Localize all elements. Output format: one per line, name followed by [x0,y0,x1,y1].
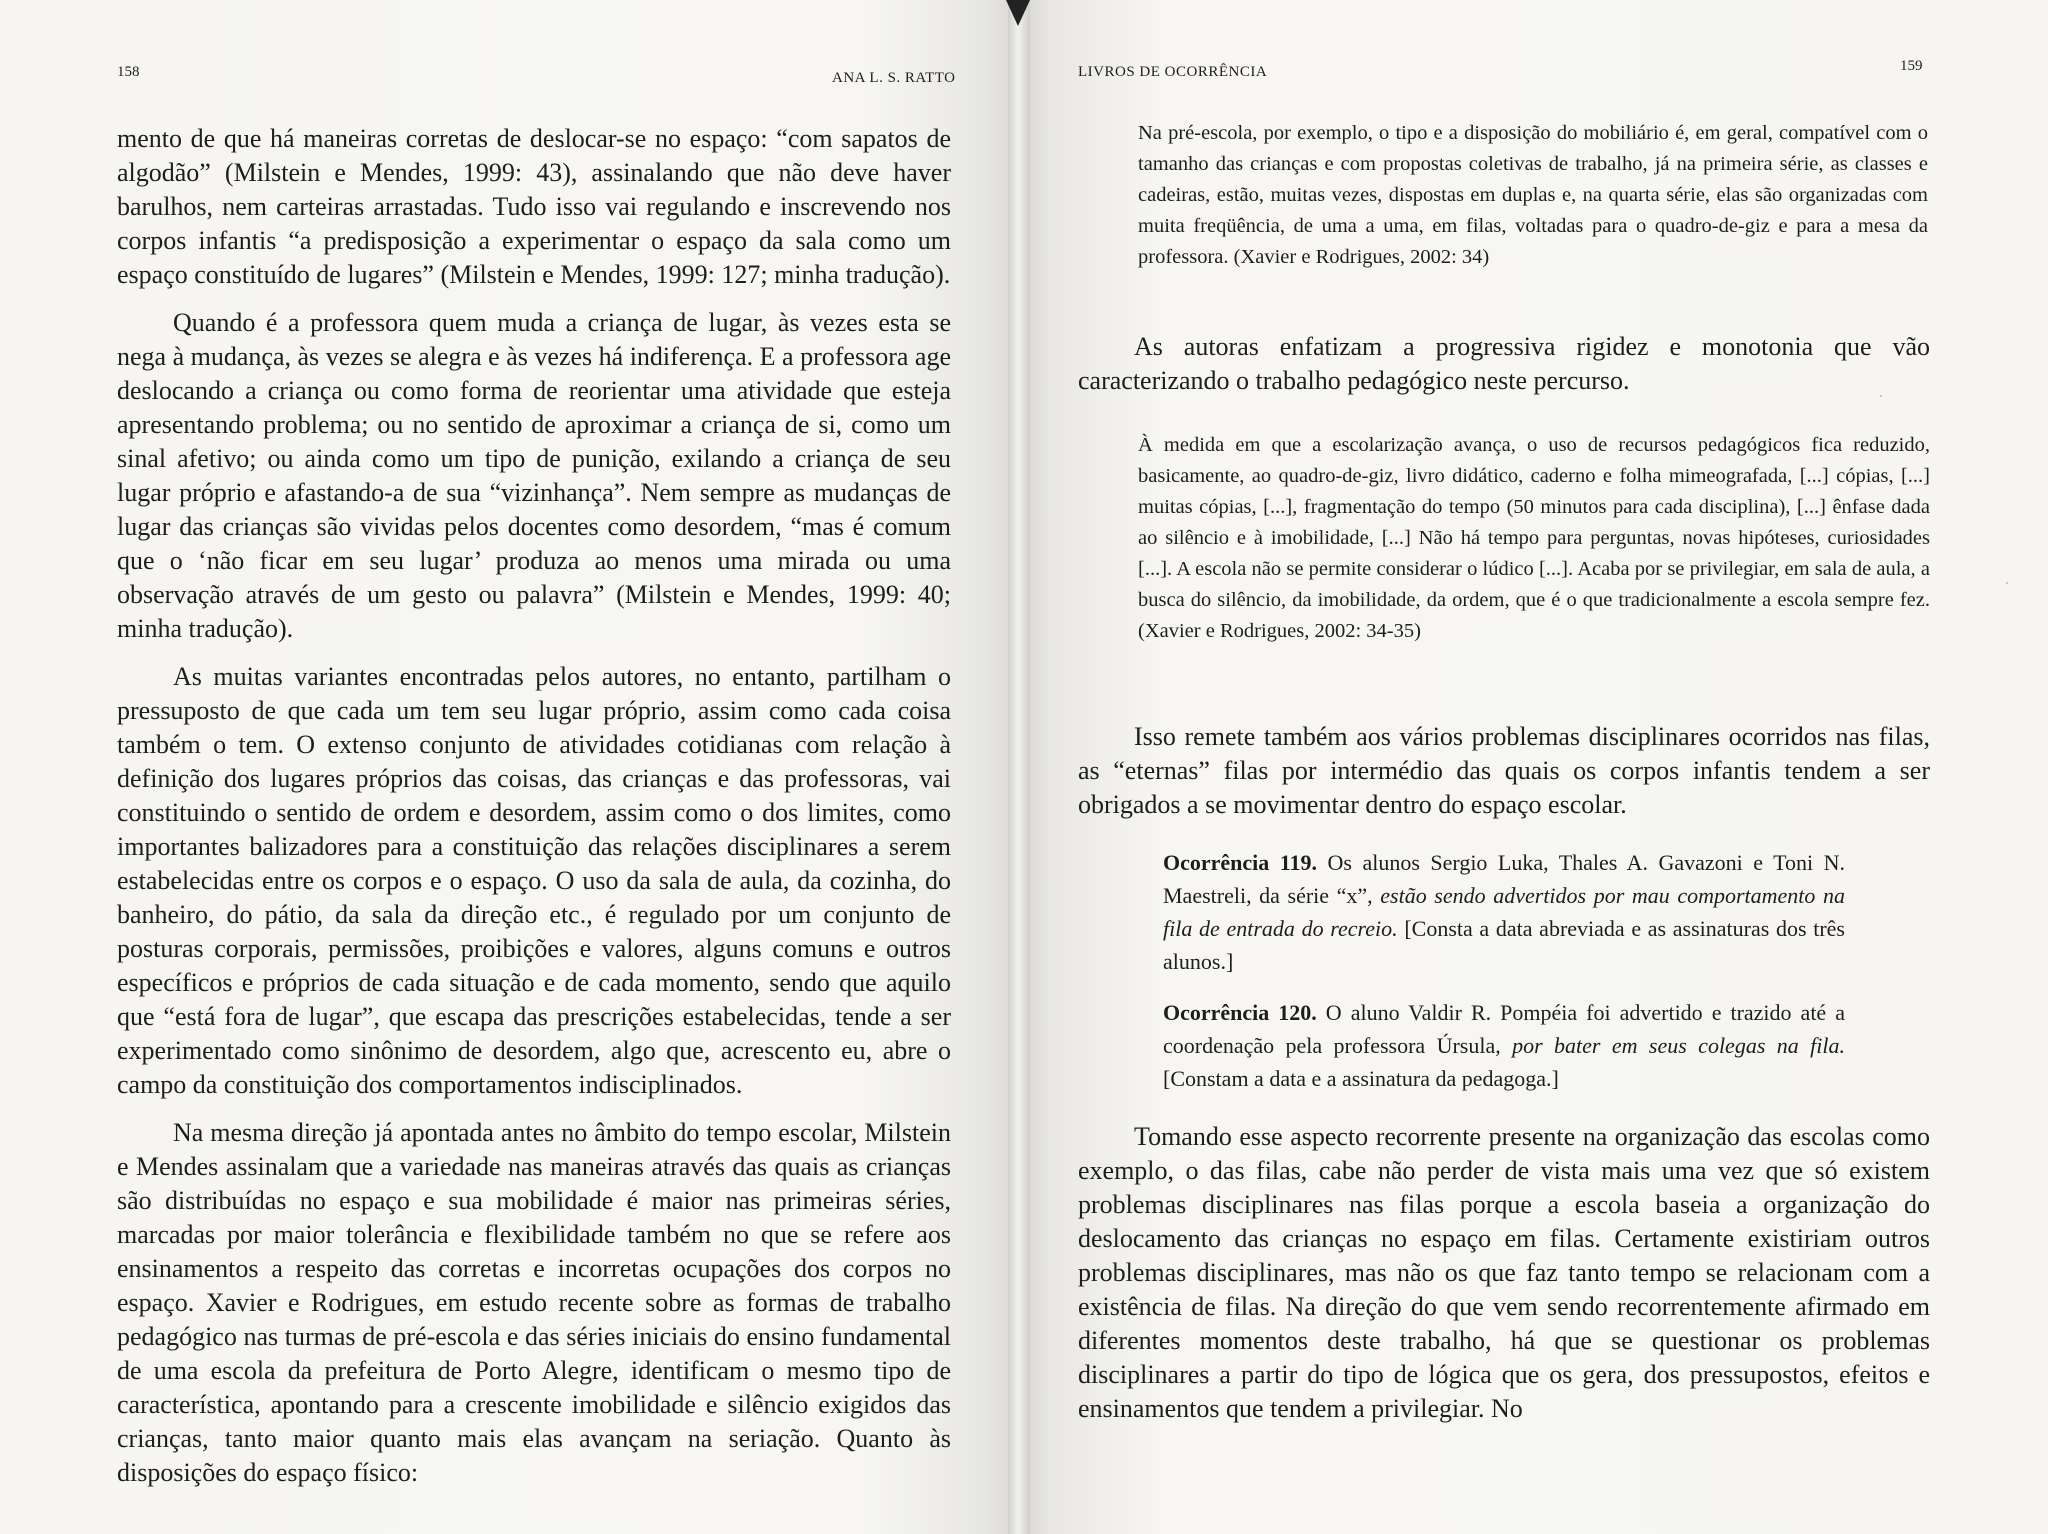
right-page-number: 159 [1900,58,1923,74]
occurrence-119 [1163,846,1845,978]
paragraph: mento de que há maneiras corretas de deslocar-se no espaço: “com sapatos de algodão” (Milstein e Mendes, 1999: 43), assinalando que não deve haver barulhos, nem carteiras arrastadas. Tudo isso vai regulando e inscrevendo nos corpos infantis “a predisposição a experimentar o espaço da sala como um espaço constituído de lugares” (Milstein e Mendes, 1999: 127; minha tradução). [117,124,951,289]
paragraph: Quando é a professora quem muda a criança de lugar, às vezes esta se nega à mudança, às vezes se alegra e às vezes há indiferença. E a professora age deslocando a criança ou como forma de reorientar uma atividade que esteja apresentando problema; ou no sentido de aproximar a criança de si, como um sinal afetivo; ou ainda como um tipo de punição, exilando a criança de seu lugar próprio e afastando-a de sua “vizinhança”. Nem sempre as mudanças de lugar das crianças são vividas pelos docentes como desordem, “mas é comum que o ‘não ficar em seu lugar’ produza ao menos uma mirada ou uma observação através de um gesto ou palavra” (Milstein e Mendes, 1999: 40; minha tradução). [117,308,951,643]
paragraph: As muitas variantes encontradas pelos autores, no entanto, partilham o pressuposto de que cada um tem seu lugar próprio, assim como cada coisa também o tem. O extenso conjunto de atividades cotidianas com relação à definição dos lugares próprios das coisas, das crianças e das professoras, vai constituindo o sentido de ordem e desordem, assim como o dos limites, como importantes balizadores para a constituição das relações disciplinares a serem estabelecidas entre os corpos e o espaço. O uso da sala de aula, da cozinha, do banheiro, do pátio, da sala da direção etc., é regulado por um conjunto de posturas corporais, permissões, proibições e valores, alguns comuns e outros específicos e próprios de cada situação e de cada momento, sendo que aquilo que “está fora de lugar”, que escapa das prescrições estabelecidas, tende a ser experimentado como sinônimo de desordem, algo que, acrescento eu, abre o campo da constituição dos comportamentos indisciplinados. [117,662,951,1099]
quote-text: À medida em que a escolarização avança, o uso de recursos pedagógicos fica reduzido, basicamente, ao quadro-de-giz, livro didático, caderno e folha mimeografada, [...] cópias, [...] muitas cópias, [...], fragmentação do tempo (50 minutos para cada disciplina), [...] ênfase dada ao silêncio e à imobilidade, [...] Não há tempo para perguntas, novas hipóteses, curiosidades [...]. A escola não se permite considerar o lúdico [...]. Acaba por se privilegiar, em sala de aula, a busca do silêncio, da imobilidade, da ordem, que é o que tradicionalmente a escola sempre fez. (Xavier e Rodrigues, 2002: 34-35) [1138,434,1930,642]
occurrence-label: Ocorrência 119. [1163,850,1318,875]
right-paragraph-3 [1078,1120,1930,1440]
occurrence-italic: por bater em seus colegas na fila. [1512,1033,1845,1058]
scan-speck [1880,395,1882,397]
right-paragraph-2 [1078,720,1930,836]
left-running-head: ANA L. S. RATTO [832,70,956,86]
left-page-body [117,122,951,1504]
occurrence-note: [Consta a data abreviada e as assinaturas dos três alunos.] [1163,916,1845,974]
block-quote-1 [1138,118,1928,273]
right-running-head: LIVROS DE OCORRÊNCIA [1078,64,1268,80]
occurrence-note: [Constam a data e a assinatura da pedagoga.] [1163,1066,1559,1091]
block-quote-2 [1138,430,1930,647]
quote-text: Na pré-escola, por exemplo, o tipo e a disposição do mobiliário é, em geral, compatível com o tamanho das crianças e com propostas coletivas de trabalho, já na primeira série, as classes e cadeiras, estão, muitas vezes, dispostas em duplas e, na quarta série, elas são organizadas com muita freqüência, de uma a uma, em filas, voltadas para o quadro-de-giz e para a mesa da professora. (Xavier e Rodrigues, 2002: 34) [1138,122,1928,268]
occurrence-italic: estão sendo advertidos por mau comportamento na fila de entrada do recreio. [1163,883,1846,941]
paragraph: Na mesma direção já apontada antes no âmbito do tempo escolar, Milstein e Mendes assinalam que a variedade nas maneiras através das quais as crianças são distribuídas no espaço e sua mobilidade é maior nas primeiras séries, marcadas por maior tolerância e flexibilidade também no que se refere aos ensinamentos a respeito das corretas e incorretas ocupações dos corpos no espaço. Xavier e Rodrigues, em estudo recente sobre as formas de trabalho pedagógico nas turmas de pré-escola e das séries iniciais do ensino fundamental de uma escola da prefeitura de Porto Alegre, identificam o mesmo tipo de característica, apontando para a crescente imobilidade e silêncio exigidos das crianças, tanto maior quanto mais elas avançam na seriação. Quanto às disposições do espaço físico: [117,1118,951,1487]
left-page-number: 158 [117,64,140,80]
right-paragraph-1 [1078,330,1930,412]
book-gutter [1008,0,1030,1534]
bookmark-ribbon [1006,0,1030,26]
occurrence-text: Os alunos Sergio Luka, Thales A. Gavazoni e Toni N. Maestreli, da série “x”, [1163,850,1845,908]
paragraph: As autoras enfatizam a progressiva rigidez e monotonia que vão caracterizando o trabalho pedagógico neste percurso. [1078,332,1930,395]
occurrence-text: O aluno Valdir R. Pompéia foi advertido e trazido até a coordenação pela professora Úrsula, [1163,1000,1845,1058]
paragraph: Tomando esse aspecto recorrente presente na organização das escolas como exemplo, o das filas, cabe não perder de vista mais uma vez que só existem problemas disciplinares nas filas porque a escola baseia a organização do deslocamento das crianças no espaço em filas. Certamente existiriam outros problemas disciplinares, mas não os que faz tanto tempo se relacionam com a existência de filas. Na direção do que vem sendo recorrentemente afirmado em diferentes momentos deste trabalho, há que se questionar os problemas disciplinares a partir do tipo de lógica que os gera, dos pressupostos, efeitos e ensinamentos que tendem a privilegiar. No [1078,1122,1930,1423]
occurrence-entries [1163,846,1845,1113]
occurrence-120 [1163,996,1845,1095]
occurrence-label: Ocorrência 120. [1163,1000,1317,1025]
paragraph: Isso remete também aos vários problemas disciplinares ocorridos nas filas, as “eternas” filas por intermédio das quais os corpos infantis tendem a ser obrigados a se movimentar dentro do espaço escolar. [1078,722,1930,819]
scan-speck [2006,582,2008,584]
